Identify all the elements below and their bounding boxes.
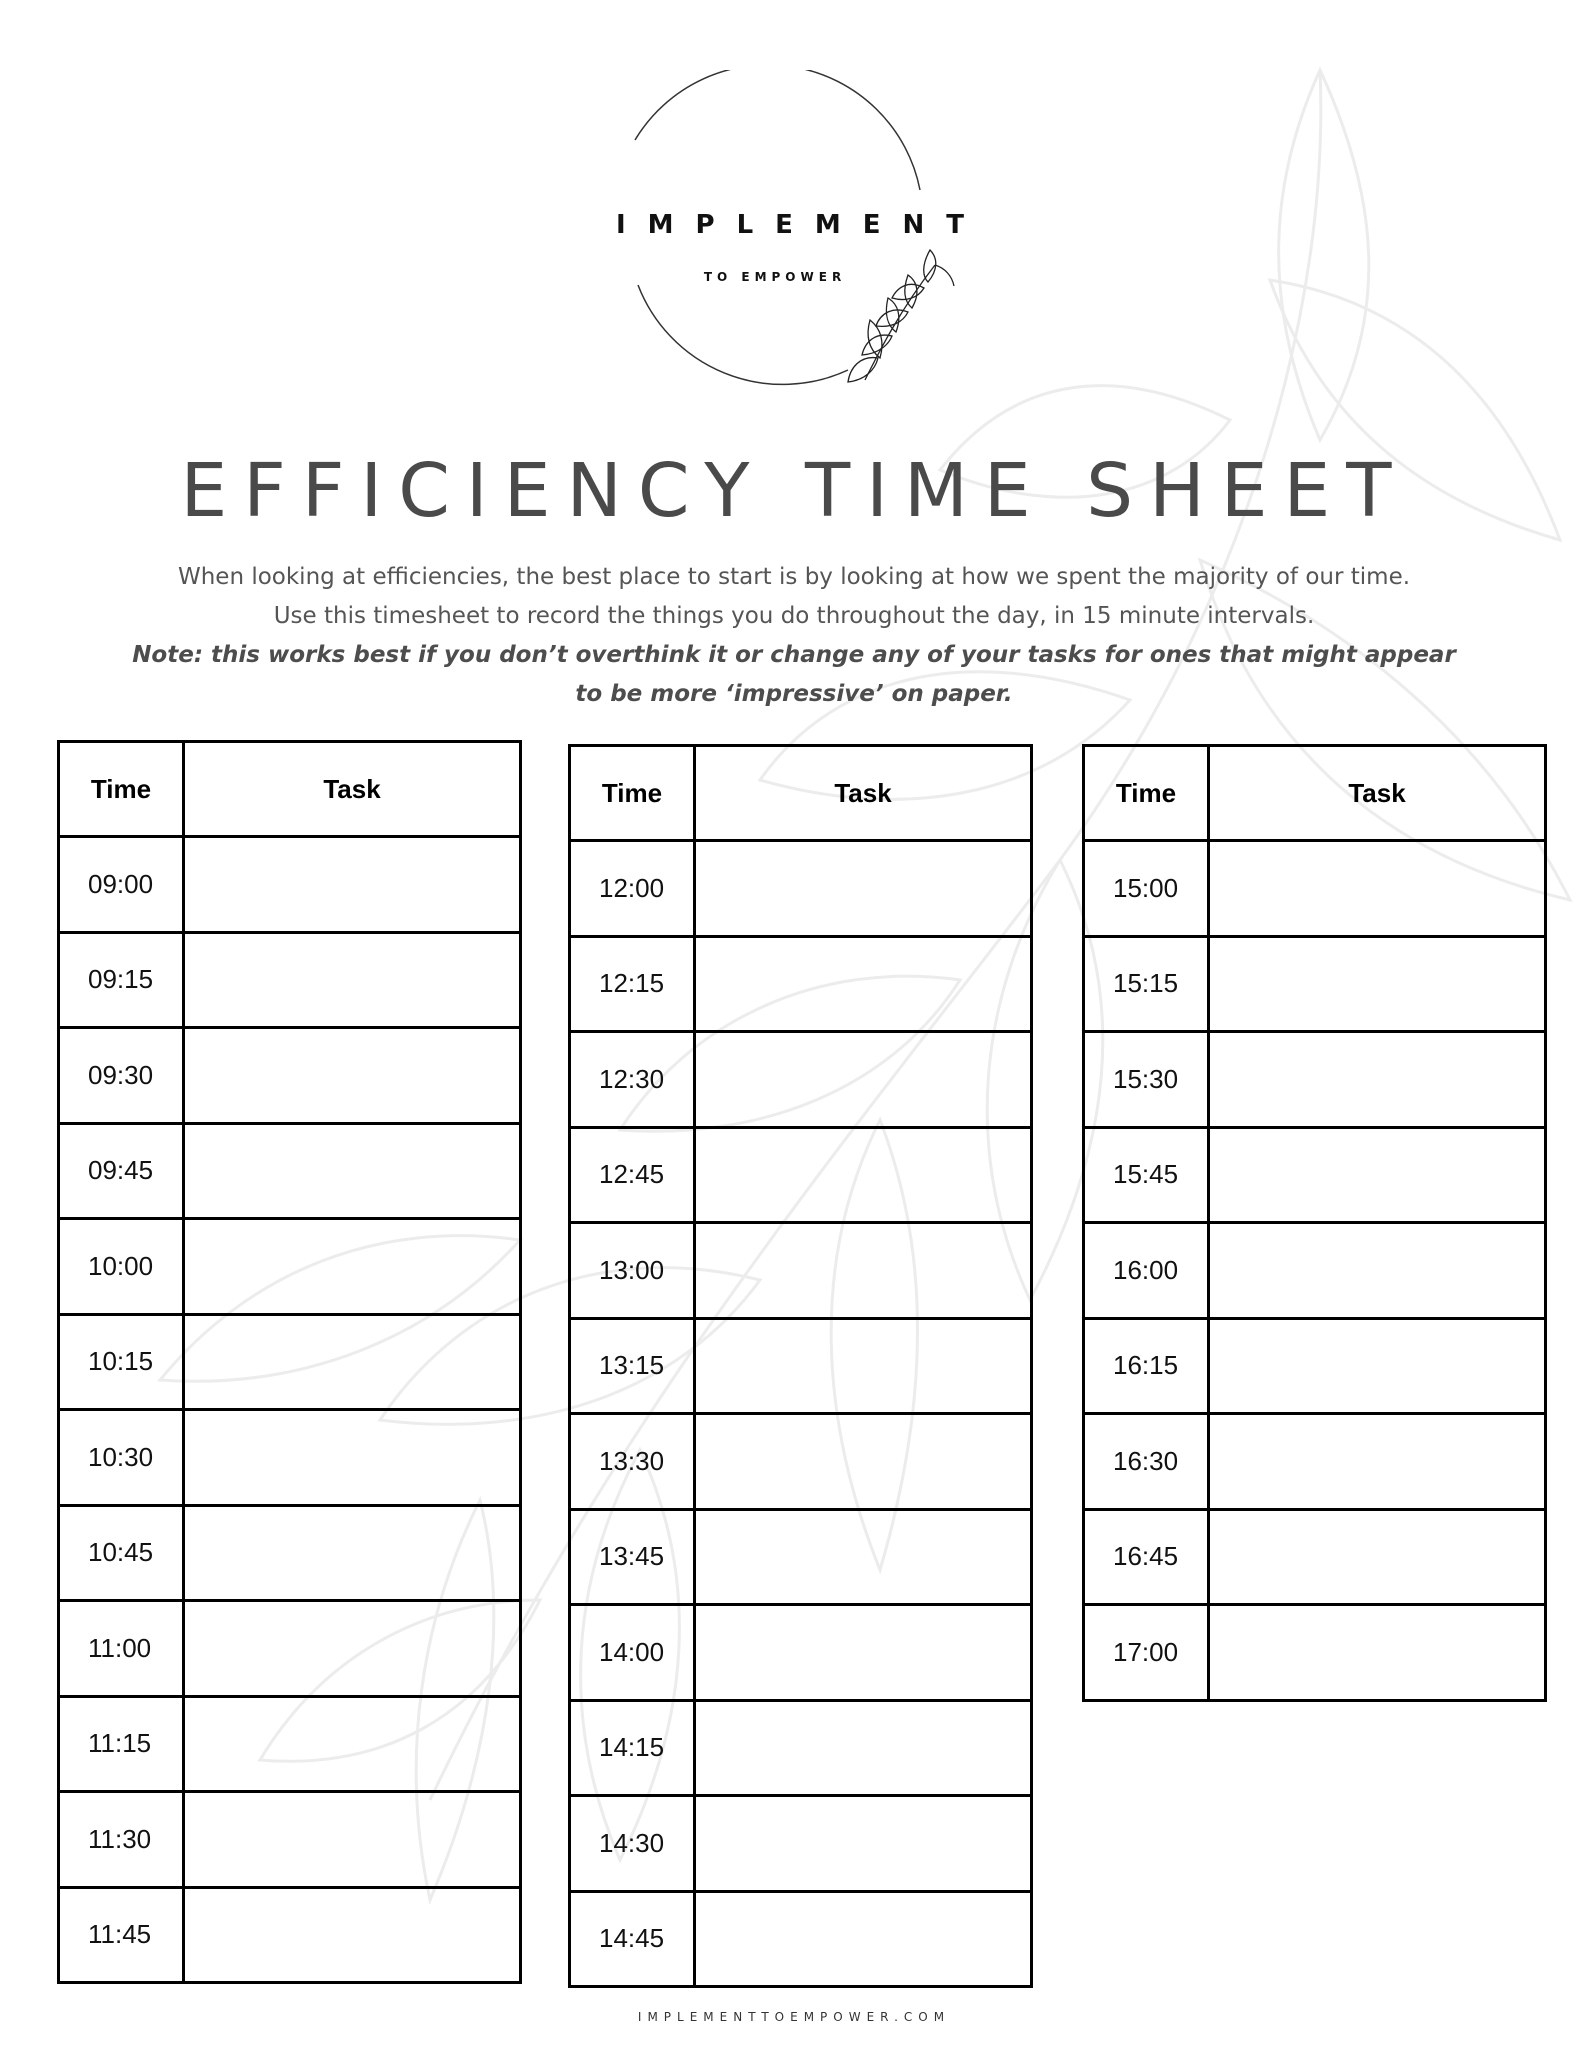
time-cell: 12:30 bbox=[570, 1032, 695, 1128]
table-row bbox=[570, 1700, 1032, 1796]
task-cell[interactable] bbox=[184, 1792, 521, 1888]
table-row bbox=[59, 1410, 521, 1506]
time-table-afternoon bbox=[1082, 744, 1547, 1702]
table-row bbox=[570, 1605, 1032, 1701]
table-row bbox=[59, 837, 521, 933]
time-cell: 10:45 bbox=[59, 1505, 184, 1601]
table-row bbox=[59, 1601, 521, 1697]
task-cell[interactable] bbox=[184, 1696, 521, 1792]
task-cell[interactable] bbox=[695, 1700, 1032, 1796]
time-cell: 10:00 bbox=[59, 1219, 184, 1315]
table-row bbox=[570, 1509, 1032, 1605]
table-row bbox=[570, 1318, 1032, 1414]
table-row bbox=[570, 1414, 1032, 1510]
task-cell[interactable] bbox=[1209, 1032, 1546, 1128]
task-cell[interactable] bbox=[695, 1605, 1032, 1701]
page-title: EFFICIENCY TIME SHEET bbox=[180, 448, 1408, 534]
table-row bbox=[570, 1796, 1032, 1892]
task-cell[interactable] bbox=[184, 1219, 521, 1315]
time-cell: 13:45 bbox=[570, 1509, 695, 1605]
logo-wordmark: IMPLEMENT bbox=[615, 210, 987, 240]
time-cell: 11:15 bbox=[59, 1696, 184, 1792]
table-header-row bbox=[59, 742, 521, 837]
time-cell: 09:30 bbox=[59, 1028, 184, 1124]
task-cell[interactable] bbox=[1209, 1605, 1546, 1701]
time-cell: 11:00 bbox=[59, 1601, 184, 1697]
table-row bbox=[1084, 1223, 1546, 1319]
task-column-header: Task bbox=[184, 742, 521, 837]
task-cell[interactable] bbox=[695, 1414, 1032, 1510]
table-row bbox=[1084, 1509, 1546, 1605]
time-cell: 09:00 bbox=[59, 837, 184, 933]
logo-tagline: TO EMPOWER bbox=[703, 270, 847, 284]
intro-note-line-2: to be more ‘impressive’ on paper. bbox=[575, 681, 1013, 707]
intro-line-2: Use this timesheet to record the things you do throughout the day, in 15 minute intervals. bbox=[273, 603, 1315, 629]
task-cell[interactable] bbox=[184, 1887, 521, 1983]
time-cell: 14:45 bbox=[570, 1891, 695, 1987]
logo-circle-wreath bbox=[580, 70, 1000, 410]
time-cell: 16:45 bbox=[1084, 1509, 1209, 1605]
task-cell[interactable] bbox=[184, 1410, 521, 1506]
time-cell: 09:15 bbox=[59, 932, 184, 1028]
table-row bbox=[1084, 936, 1546, 1032]
time-column-header: Time bbox=[570, 746, 695, 841]
table-row bbox=[570, 1032, 1032, 1128]
table-row bbox=[570, 841, 1032, 937]
task-cell[interactable] bbox=[695, 1032, 1032, 1128]
task-cell[interactable] bbox=[695, 1127, 1032, 1223]
table-header-row bbox=[1084, 746, 1546, 841]
table-row bbox=[570, 1127, 1032, 1223]
time-cell: 12:00 bbox=[570, 841, 695, 937]
time-cell: 15:30 bbox=[1084, 1032, 1209, 1128]
task-cell[interactable] bbox=[695, 1223, 1032, 1319]
time-cell: 12:45 bbox=[570, 1127, 695, 1223]
time-cell: 14:00 bbox=[570, 1605, 695, 1701]
task-cell[interactable] bbox=[184, 1505, 521, 1601]
time-cell: 10:30 bbox=[59, 1410, 184, 1506]
table-row bbox=[570, 1223, 1032, 1319]
time-cell: 16:30 bbox=[1084, 1414, 1209, 1510]
task-column-header: Task bbox=[1209, 746, 1546, 841]
table-row bbox=[570, 936, 1032, 1032]
task-cell[interactable] bbox=[184, 932, 521, 1028]
table-row bbox=[59, 932, 521, 1028]
table-row bbox=[59, 1219, 521, 1315]
table-row bbox=[1084, 1127, 1546, 1223]
task-cell[interactable] bbox=[184, 1314, 521, 1410]
time-cell: 12:15 bbox=[570, 936, 695, 1032]
time-table-morning bbox=[57, 740, 522, 1984]
time-cell: 15:00 bbox=[1084, 841, 1209, 937]
task-cell[interactable] bbox=[1209, 936, 1546, 1032]
time-cell: 14:15 bbox=[570, 1700, 695, 1796]
time-cell: 13:30 bbox=[570, 1414, 695, 1510]
task-cell[interactable] bbox=[184, 837, 521, 933]
table-row bbox=[1084, 1605, 1546, 1701]
table-row bbox=[59, 1314, 521, 1410]
task-cell[interactable] bbox=[695, 1509, 1032, 1605]
time-column-header: Time bbox=[1084, 746, 1209, 841]
task-cell[interactable] bbox=[1209, 1223, 1546, 1319]
table-row bbox=[59, 1887, 521, 1983]
time-cell: 09:45 bbox=[59, 1123, 184, 1219]
time-cell: 13:15 bbox=[570, 1318, 695, 1414]
task-cell[interactable] bbox=[695, 841, 1032, 937]
time-cell: 15:15 bbox=[1084, 936, 1209, 1032]
task-cell[interactable] bbox=[184, 1123, 521, 1219]
task-cell[interactable] bbox=[695, 1891, 1032, 1987]
task-cell[interactable] bbox=[1209, 1414, 1546, 1510]
table-header-row bbox=[570, 746, 1032, 841]
time-table-midday bbox=[568, 744, 1033, 1988]
task-cell[interactable] bbox=[184, 1601, 521, 1697]
task-cell[interactable] bbox=[695, 1796, 1032, 1892]
task-cell[interactable] bbox=[1209, 1509, 1546, 1605]
time-cell: 11:30 bbox=[59, 1792, 184, 1888]
table-row bbox=[1084, 1032, 1546, 1128]
task-cell[interactable] bbox=[1209, 1127, 1546, 1223]
time-cell: 14:30 bbox=[570, 1796, 695, 1892]
table-row bbox=[1084, 841, 1546, 937]
time-cell: 13:00 bbox=[570, 1223, 695, 1319]
footer-website: IMPLEMENTTOEMPOWER.COM bbox=[637, 2010, 951, 2024]
time-cell: 16:00 bbox=[1084, 1223, 1209, 1319]
task-column-header: Task bbox=[695, 746, 1032, 841]
table-row bbox=[1084, 1414, 1546, 1510]
table-row bbox=[59, 1505, 521, 1601]
time-cell: 15:45 bbox=[1084, 1127, 1209, 1223]
intro-text bbox=[80, 558, 1508, 714]
table-row bbox=[59, 1123, 521, 1219]
time-cell: 16:15 bbox=[1084, 1318, 1209, 1414]
table-row bbox=[59, 1792, 521, 1888]
intro-line-1: When looking at efficiencies, the best place to start is by looking at how we spent the majority of our time. bbox=[177, 564, 1411, 590]
table-row bbox=[1084, 1318, 1546, 1414]
brand-logo bbox=[580, 70, 1000, 410]
time-cell: 10:15 bbox=[59, 1314, 184, 1410]
time-cell: 11:45 bbox=[59, 1887, 184, 1983]
table-row bbox=[570, 1891, 1032, 1987]
task-cell[interactable] bbox=[695, 936, 1032, 1032]
time-column-header: Time bbox=[59, 742, 184, 837]
table-row bbox=[59, 1028, 521, 1124]
table-row bbox=[59, 1696, 521, 1792]
task-cell[interactable] bbox=[695, 1318, 1032, 1414]
task-cell[interactable] bbox=[1209, 841, 1546, 937]
task-cell[interactable] bbox=[1209, 1318, 1546, 1414]
intro-note-line-1: Note: this works best if you don’t overthink it or change any of your tasks for ones that might appear bbox=[132, 642, 1456, 668]
time-cell: 17:00 bbox=[1084, 1605, 1209, 1701]
task-cell[interactable] bbox=[184, 1028, 521, 1124]
